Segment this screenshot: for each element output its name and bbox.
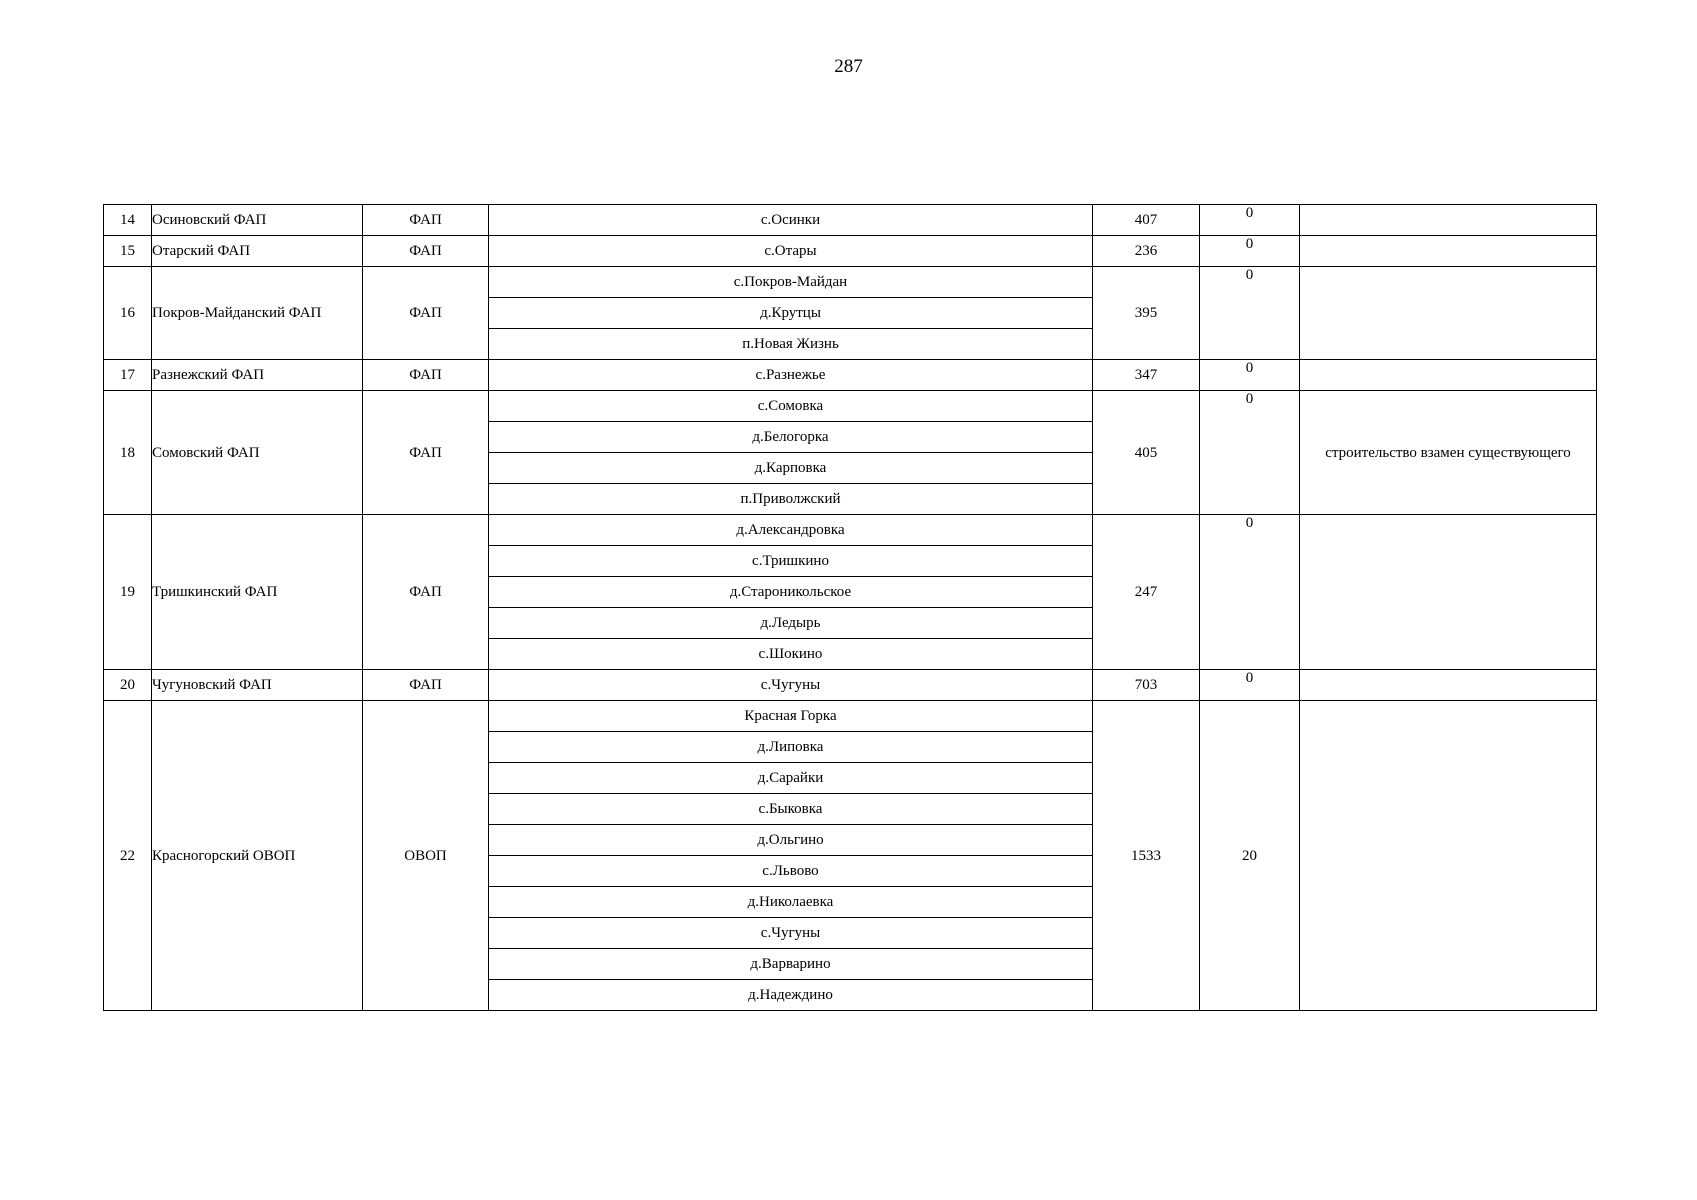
note-cell — [1300, 236, 1597, 267]
facility-name-cell: Отарский ФАП — [152, 236, 363, 267]
locality-cell: д.Крутцы — [489, 298, 1093, 329]
locality-cell: с.Чугуны — [489, 670, 1093, 701]
locality-cell: с.Осинки — [489, 205, 1093, 236]
table-row — [104, 360, 1597, 391]
locality-cell: д.Сарайки — [489, 763, 1093, 794]
value-cell: 0 — [1200, 391, 1300, 515]
facility-type-cell: ФАП — [363, 236, 489, 267]
population-cell: 405 — [1093, 391, 1200, 515]
locality-cell: д.Староникольское — [489, 577, 1093, 608]
note-cell — [1300, 360, 1597, 391]
page-number: 287 — [834, 56, 863, 77]
table-row — [104, 391, 1597, 422]
locality-cell: с.Сомовка — [489, 391, 1093, 422]
facility-name-cell: Покров-Майданский ФАП — [152, 267, 363, 360]
facility-type-cell: ФАП — [363, 360, 489, 391]
population-cell: 247 — [1093, 515, 1200, 670]
population-cell: 1533 — [1093, 701, 1200, 1011]
facility-type-cell: ФАП — [363, 391, 489, 515]
value-cell: 0 — [1200, 360, 1300, 391]
row-number-cell: 17 — [104, 360, 152, 391]
locality-cell: д.Ольгино — [489, 825, 1093, 856]
table-row — [104, 267, 1597, 298]
value-cell: 0 — [1200, 670, 1300, 701]
facility-type-cell: ФАП — [363, 515, 489, 670]
locality-cell: с.Львово — [489, 856, 1093, 887]
locality-cell: с.Отары — [489, 236, 1093, 267]
locality-cell: с.Быковка — [489, 794, 1093, 825]
value-cell: 0 — [1200, 236, 1300, 267]
row-number-cell: 20 — [104, 670, 152, 701]
facility-type-cell: ФАП — [363, 670, 489, 701]
row-number-cell: 18 — [104, 391, 152, 515]
note-cell: строительство взамен существующего — [1300, 391, 1597, 515]
note-cell — [1300, 670, 1597, 701]
locality-cell: д.Липовка — [489, 732, 1093, 763]
facility-type-cell: ОВОП — [363, 701, 489, 1011]
facility-name-cell: Сомовский ФАП — [152, 391, 363, 515]
facility-table — [103, 204, 1597, 1011]
value-cell: 0 — [1200, 515, 1300, 670]
row-number-cell: 14 — [104, 205, 152, 236]
facility-name-cell: Чугуновский ФАП — [152, 670, 363, 701]
locality-cell: д.Белогорка — [489, 422, 1093, 453]
locality-cell: д.Варварино — [489, 949, 1093, 980]
note-cell — [1300, 205, 1597, 236]
locality-cell: с.Разнежье — [489, 360, 1093, 391]
table-row — [104, 205, 1597, 236]
locality-cell: д.Александровка — [489, 515, 1093, 546]
note-cell — [1300, 267, 1597, 360]
locality-cell: с.Чугуны — [489, 918, 1093, 949]
table-row — [104, 670, 1597, 701]
facility-name-cell: Осиновский ФАП — [152, 205, 363, 236]
locality-cell: с.Шокино — [489, 639, 1093, 670]
locality-cell: д.Ледырь — [489, 608, 1093, 639]
table-row — [104, 515, 1597, 546]
facility-type-cell: ФАП — [363, 205, 489, 236]
locality-cell: д.Надеждино — [489, 980, 1093, 1011]
population-cell: 236 — [1093, 236, 1200, 267]
facility-name-cell: Тришкинский ФАП — [152, 515, 363, 670]
population-cell: 395 — [1093, 267, 1200, 360]
locality-cell: Красная Горка — [489, 701, 1093, 732]
population-cell: 703 — [1093, 670, 1200, 701]
row-number-cell: 15 — [104, 236, 152, 267]
locality-cell: д.Николаевка — [489, 887, 1093, 918]
note-cell — [1300, 701, 1597, 1011]
facility-name-cell: Красногорский ОВОП — [152, 701, 363, 1011]
row-number-cell: 22 — [104, 701, 152, 1011]
locality-cell: с.Покров-Майдан — [489, 267, 1093, 298]
locality-cell: п.Новая Жизнь — [489, 329, 1093, 360]
locality-cell: д.Карповка — [489, 453, 1093, 484]
facility-table-body — [104, 205, 1597, 1011]
locality-cell: п.Приволжский — [489, 484, 1093, 515]
value-cell: 20 — [1200, 701, 1300, 1011]
facility-type-cell: ФАП — [363, 267, 489, 360]
row-number-cell: 19 — [104, 515, 152, 670]
population-cell: 407 — [1093, 205, 1200, 236]
note-cell — [1300, 515, 1597, 670]
table-row — [104, 701, 1597, 732]
locality-cell: с.Тришкино — [489, 546, 1093, 577]
value-cell: 0 — [1200, 205, 1300, 236]
value-cell: 0 — [1200, 267, 1300, 360]
table-row — [104, 236, 1597, 267]
row-number-cell: 16 — [104, 267, 152, 360]
facility-name-cell: Разнежский ФАП — [152, 360, 363, 391]
population-cell: 347 — [1093, 360, 1200, 391]
